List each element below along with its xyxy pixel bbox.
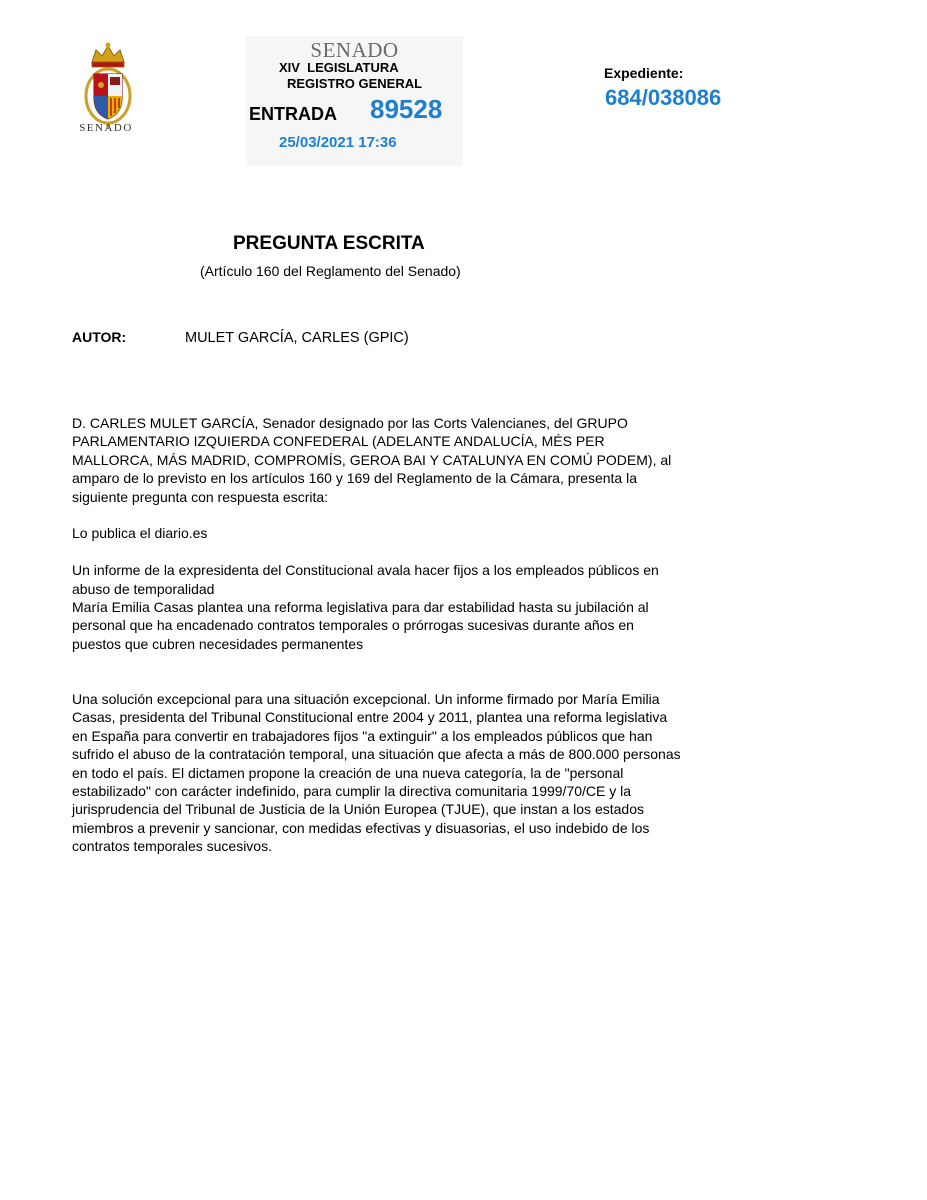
headline-line: personal que ha encadenado contratos temporales o prórrogas sucesivas durante años en: [72, 617, 634, 634]
article-line: en todo el país. El dictamen propone la creación de una nueva categoría, la de "personal: [72, 764, 624, 781]
document-body: [72, 414, 752, 856]
headline-line: Un informe de la expresidenta del Constitucional avala hacer fijos a los empleados públicos en: [72, 562, 659, 579]
headline-line: María Emilia Casas plantea una reforma legislativa para dar estabilidad hasta su jubilación al: [72, 599, 649, 616]
source-line: Lo publica el diario.es: [72, 525, 208, 542]
autor-value: MULET GARCÍA, CARLES (GPIC): [185, 330, 409, 346]
expediente-number: 684/038086: [605, 85, 722, 110]
article-line: estabilizado" con carácter indefinido, para cumplir la directiva comunitaria 1999/70/CE y la: [72, 783, 632, 800]
headline-line: puestos que cubren necesidades permanentes: [72, 635, 364, 652]
registry-stamp: [246, 36, 463, 166]
article-line: contratos temporales sucesivos.: [72, 838, 272, 855]
article-line: sufrido el abuso de la contratación temporal, una situación que afecta a más de 800.000 personas: [72, 746, 681, 763]
stamp-senado: SENADO: [310, 38, 399, 62]
stamp-legislatura: XIV LEGISLATURA: [279, 60, 399, 75]
body-line: amparo de lo previsto en los artículos 160 y 169 del Reglamento de la Cámara, presenta la: [72, 470, 637, 487]
article-line: Una solución excepcional para una situación excepcional. Un informe firmado por María Emilia: [72, 691, 660, 708]
article-line: en España para convertir en trabajadores fijos "a extinguir" a los empleados públicos que han: [72, 727, 653, 744]
body-line: D. CARLES MULET GARCÍA, Senador designado por las Corts Valencianes, del GRUPO: [72, 415, 628, 431]
document-title: PREGUNTA ESCRITA: [233, 233, 425, 254]
body-line: MALLORCA, MÁS MADRID, COMPROMÍS, GEROA BAI Y CATALUNYA EN COMÚ PODEM), al: [72, 451, 672, 468]
expediente-label: Expediente:: [604, 65, 684, 81]
logo-caption: SENADO: [79, 122, 133, 134]
article-line: jurisprudencia del Tribunal de Justicia de la Unión Europea (TJUE), que instan a los estados: [72, 801, 644, 818]
autor-label: AUTOR:: [72, 329, 127, 345]
body-line: PARLAMENTARIO IZQUIERDA CONFEDERAL (ADELANTE ANDALUCÍA, MÉS PER: [72, 433, 605, 450]
stamp-entrada-number: 89528: [370, 94, 443, 124]
stamp-datetime: 25/03/2021 17:36: [279, 134, 397, 151]
headline-line: abuso de temporalidad: [72, 580, 215, 597]
article-line: Casas, presidenta del Tribunal Constitucional entre 2004 y 2011, plantea una reforma legislativa: [72, 709, 668, 726]
body-line: siguiente pregunta con respuesta escrita:: [72, 488, 329, 505]
document-subtitle: (Artículo 160 del Reglamento del Senado): [200, 263, 461, 279]
stamp-registro: REGISTRO GENERAL: [287, 76, 423, 91]
stamp-entrada-label: ENTRADA: [249, 104, 337, 124]
article-line: miembros a prevenir y sancionar, con medidas efectivas y disuasorias, el uso indebido de los: [72, 819, 650, 836]
